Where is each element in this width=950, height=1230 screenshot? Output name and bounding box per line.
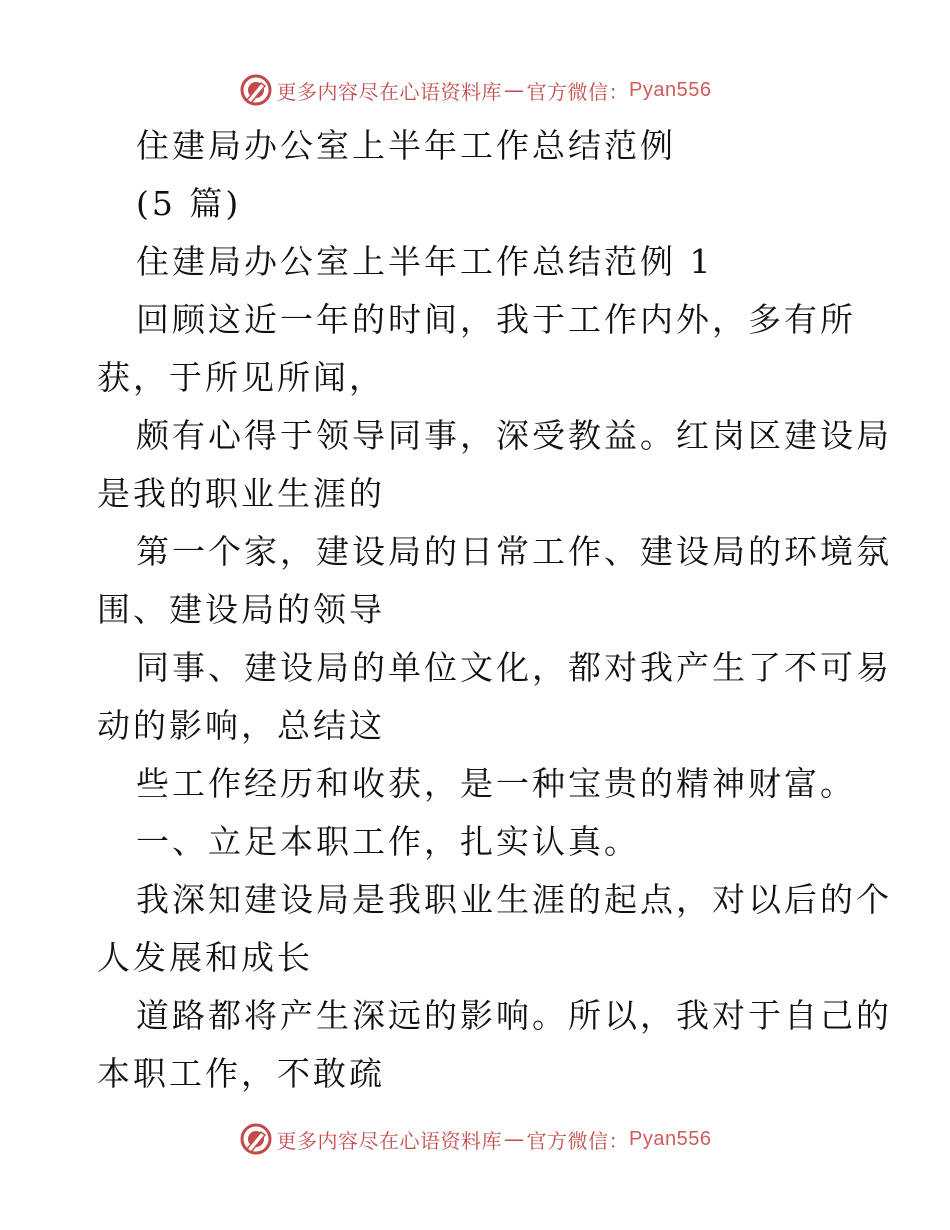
paragraph-line: 本职工作，不敢疏 [97,1054,385,1093]
paragraph-line: 我深知建设局是我职业生涯的起点，对以后的个 [136,880,892,919]
watermark-separator: — [504,1127,525,1151]
watermark-brand: Pyan556 [629,78,712,101]
paragraph-line: 是我的职业生涯的 [97,474,385,513]
paragraph-line: 动的影响，总结这 [97,706,385,745]
paragraph-line: 第一个家，建设局的日常工作、建设局的环境氛 [136,532,892,571]
header-watermark [0,70,950,110]
paragraph-line: 回顾这近一年的时间，我于工作内外，多有所 [136,300,856,339]
pen-logo-icon [239,1122,273,1156]
paragraph-line: 道路都将产生深远的影响。所以，我对于自己的 [136,996,892,1035]
paragraph-line: 些工作经历和收获，是一种宝贵的精神财富。 [136,764,856,803]
watermark-text: 更多内容尽在心语资料库 [276,1128,503,1153]
pen-logo-icon [239,73,273,107]
paragraph-line: 人发展和成长 [97,938,313,977]
document-title: 住建局办公室上半年工作总结范例 [136,126,676,165]
paragraph-line: 同事、建设局的单位文化，都对我产生了不可易 [136,648,892,687]
watermark-suffix: 官方微信： [526,1128,630,1153]
section-heading: 住建局办公室上半年工作总结范例 1 [136,242,714,281]
paragraph-line: 颇有心得于领导同事，深受教益。红岗区建设局 [136,416,892,455]
watermark-suffix: 官方微信： [526,79,630,104]
watermark-brand: Pyan556 [629,1127,712,1150]
section-item-heading: 一、立足本职工作，扎实认真。 [136,822,640,861]
footer-watermark [0,1119,950,1159]
watermark-separator: — [504,78,525,102]
paragraph-line: 获，于所见所闻， [97,358,385,397]
document-subtitle: (5 篇) [136,184,242,223]
paragraph-line: 围、建设局的领导 [97,590,385,629]
watermark-text: 更多内容尽在心语资料库 [276,79,503,104]
